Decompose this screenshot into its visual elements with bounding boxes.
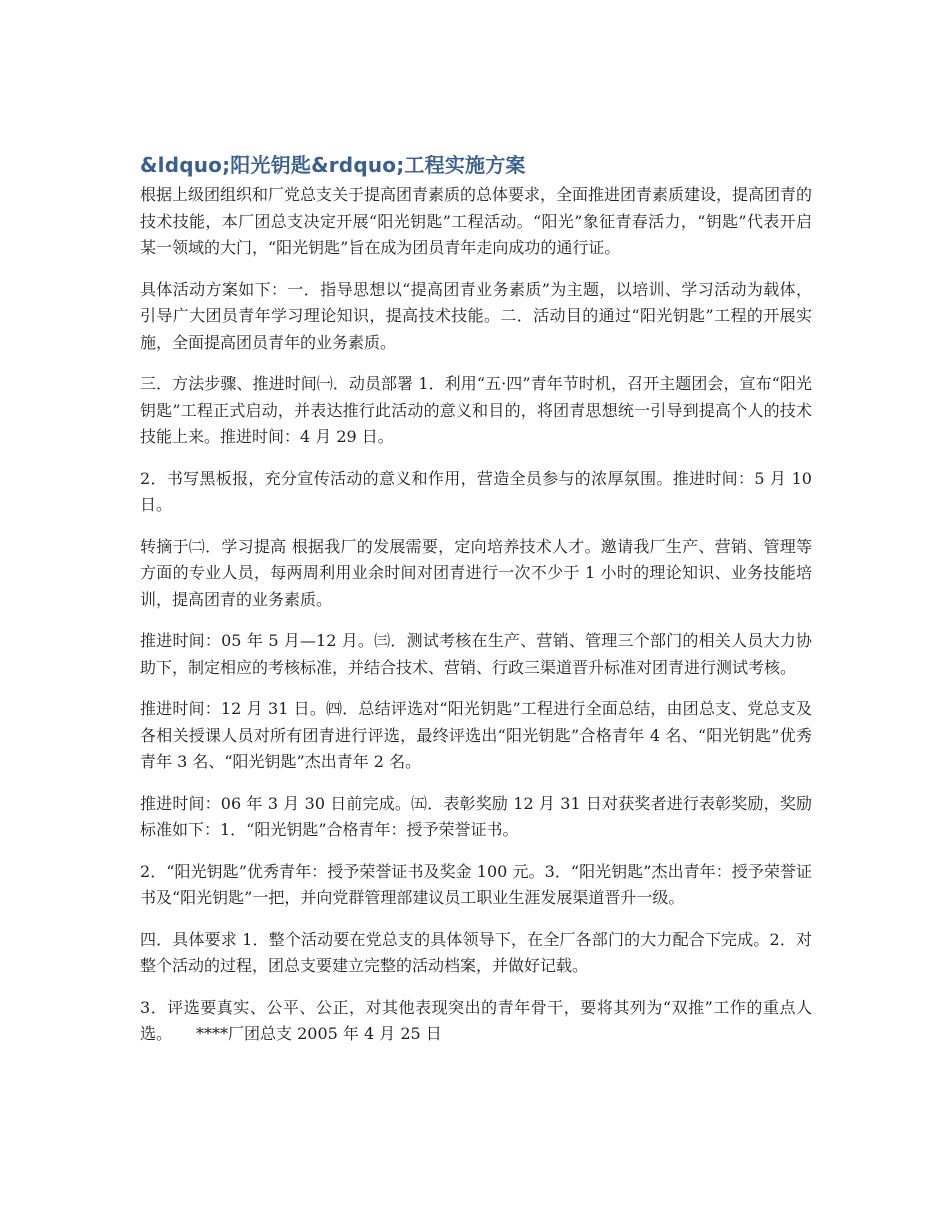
document-title: &ldquo;阳光钥匙&rdquo;工程实施方案 [140,153,526,177]
paragraph-assessment: 推进时间：05 年 5 月—12 月。㈢．测试考核在生产、营销、管理三个部门的相关人员大力协助下，制定相应的考核标准，并结合技术、营销、行政三渠道晋升标准对团青进行测试考核。 [140,631,812,677]
paragraph-plan-overview: 具体活动方案如下：一．指导思想以“提高团青业务素质”为主题，以培训、学习活动为载体，引导广大团员青年学习理论知识，提高技术技能。二．活动目的通过“阳光钥匙”工程的开展实施，全面提高团员青年的业务素质。 [140,279,812,352]
paragraph-step-mobilize: 三．方法步骤、推进时间㈠．动员部署 1．利用“五·四”青年节时机，召开主题团会，宣布“阳光钥匙”工程正式启动，并表达推行此活动的意义和目的，将团青思想统一引导到提高个人的技术技能上来。推进时间：4 月 29 日。 [140,374,812,446]
paragraph-awards: 推进时间：06 年 3 月 30 日前完成。㈤．表彰奖励 12 月 31 日对获奖者进行表彰奖励，奖励标准如下：1．“阳光钥匙”合格青年：授予荣誉证书。 [140,793,812,839]
paragraph-intro: 根据上级团组织和厂党总支关于提高团青素质的总体要求，全面推进团青素质建设，提高团青的技术技能，本厂团总支决定开展“阳光钥匙”工程活动。“阳光”象征青春活力，“钥匙”代表开启某一领域的大门，“阳光钥匙”旨在成为团员青年走向成功的通行证。 [140,185,813,257]
paragraph-closing-signature: 3．评选要真实、公平、公正，对其他表现突出的青年骨干，要将其列为“双推”工作的重点人选。 ****厂团总支 2005 年 4 月 25 日 [140,997,812,1043]
paragraph-requirements: 四．具体要求 1．整个活动要在党总支的具体领导下，在全厂各部门的大力配合下完成。2．对整个活动的过程，团总支要建立完整的活动档案，并做好记载。 [140,929,812,975]
paragraph-evaluation: 推进时间：12 月 31 日。㈣．总结评选对“阳光钥匙”工程进行全面总结，由团总支、党总支及各相关授课人员对所有团青进行评选，最终评选出“阳光钥匙”合格青年 4 名、“阳光钥匙”优秀青年 3 名、“阳光钥匙”杰出青年 2 名。 [140,699,812,771]
document-content [140,148,812,1063]
paragraph-study: 转摘于㈡．学习提高 根据我厂的发展需要，定向培养技术人才。邀请我厂生产、营销、管理等方面的专业人员，每两周利用业余时间对团青进行一次不少于 1 小时的理论知识、业务技能培训，提高团青的业务素质。 [140,536,812,609]
paragraph-blackboard: 2．书写黑板报，充分宣传活动的意义和作用，营造全员参与的浓厚氛围。推进时间：5 月 10 日。 [140,468,812,514]
paragraph-award-levels: 2．“阳光钥匙”优秀青年：授予荣誉证书及奖金 100 元。3．“阳光钥匙”杰出青年：授予荣誉证书及“阳光钥匙”一把，并向党群管理部建议员工职业生涯发展渠道晋升一级。 [140,861,812,907]
